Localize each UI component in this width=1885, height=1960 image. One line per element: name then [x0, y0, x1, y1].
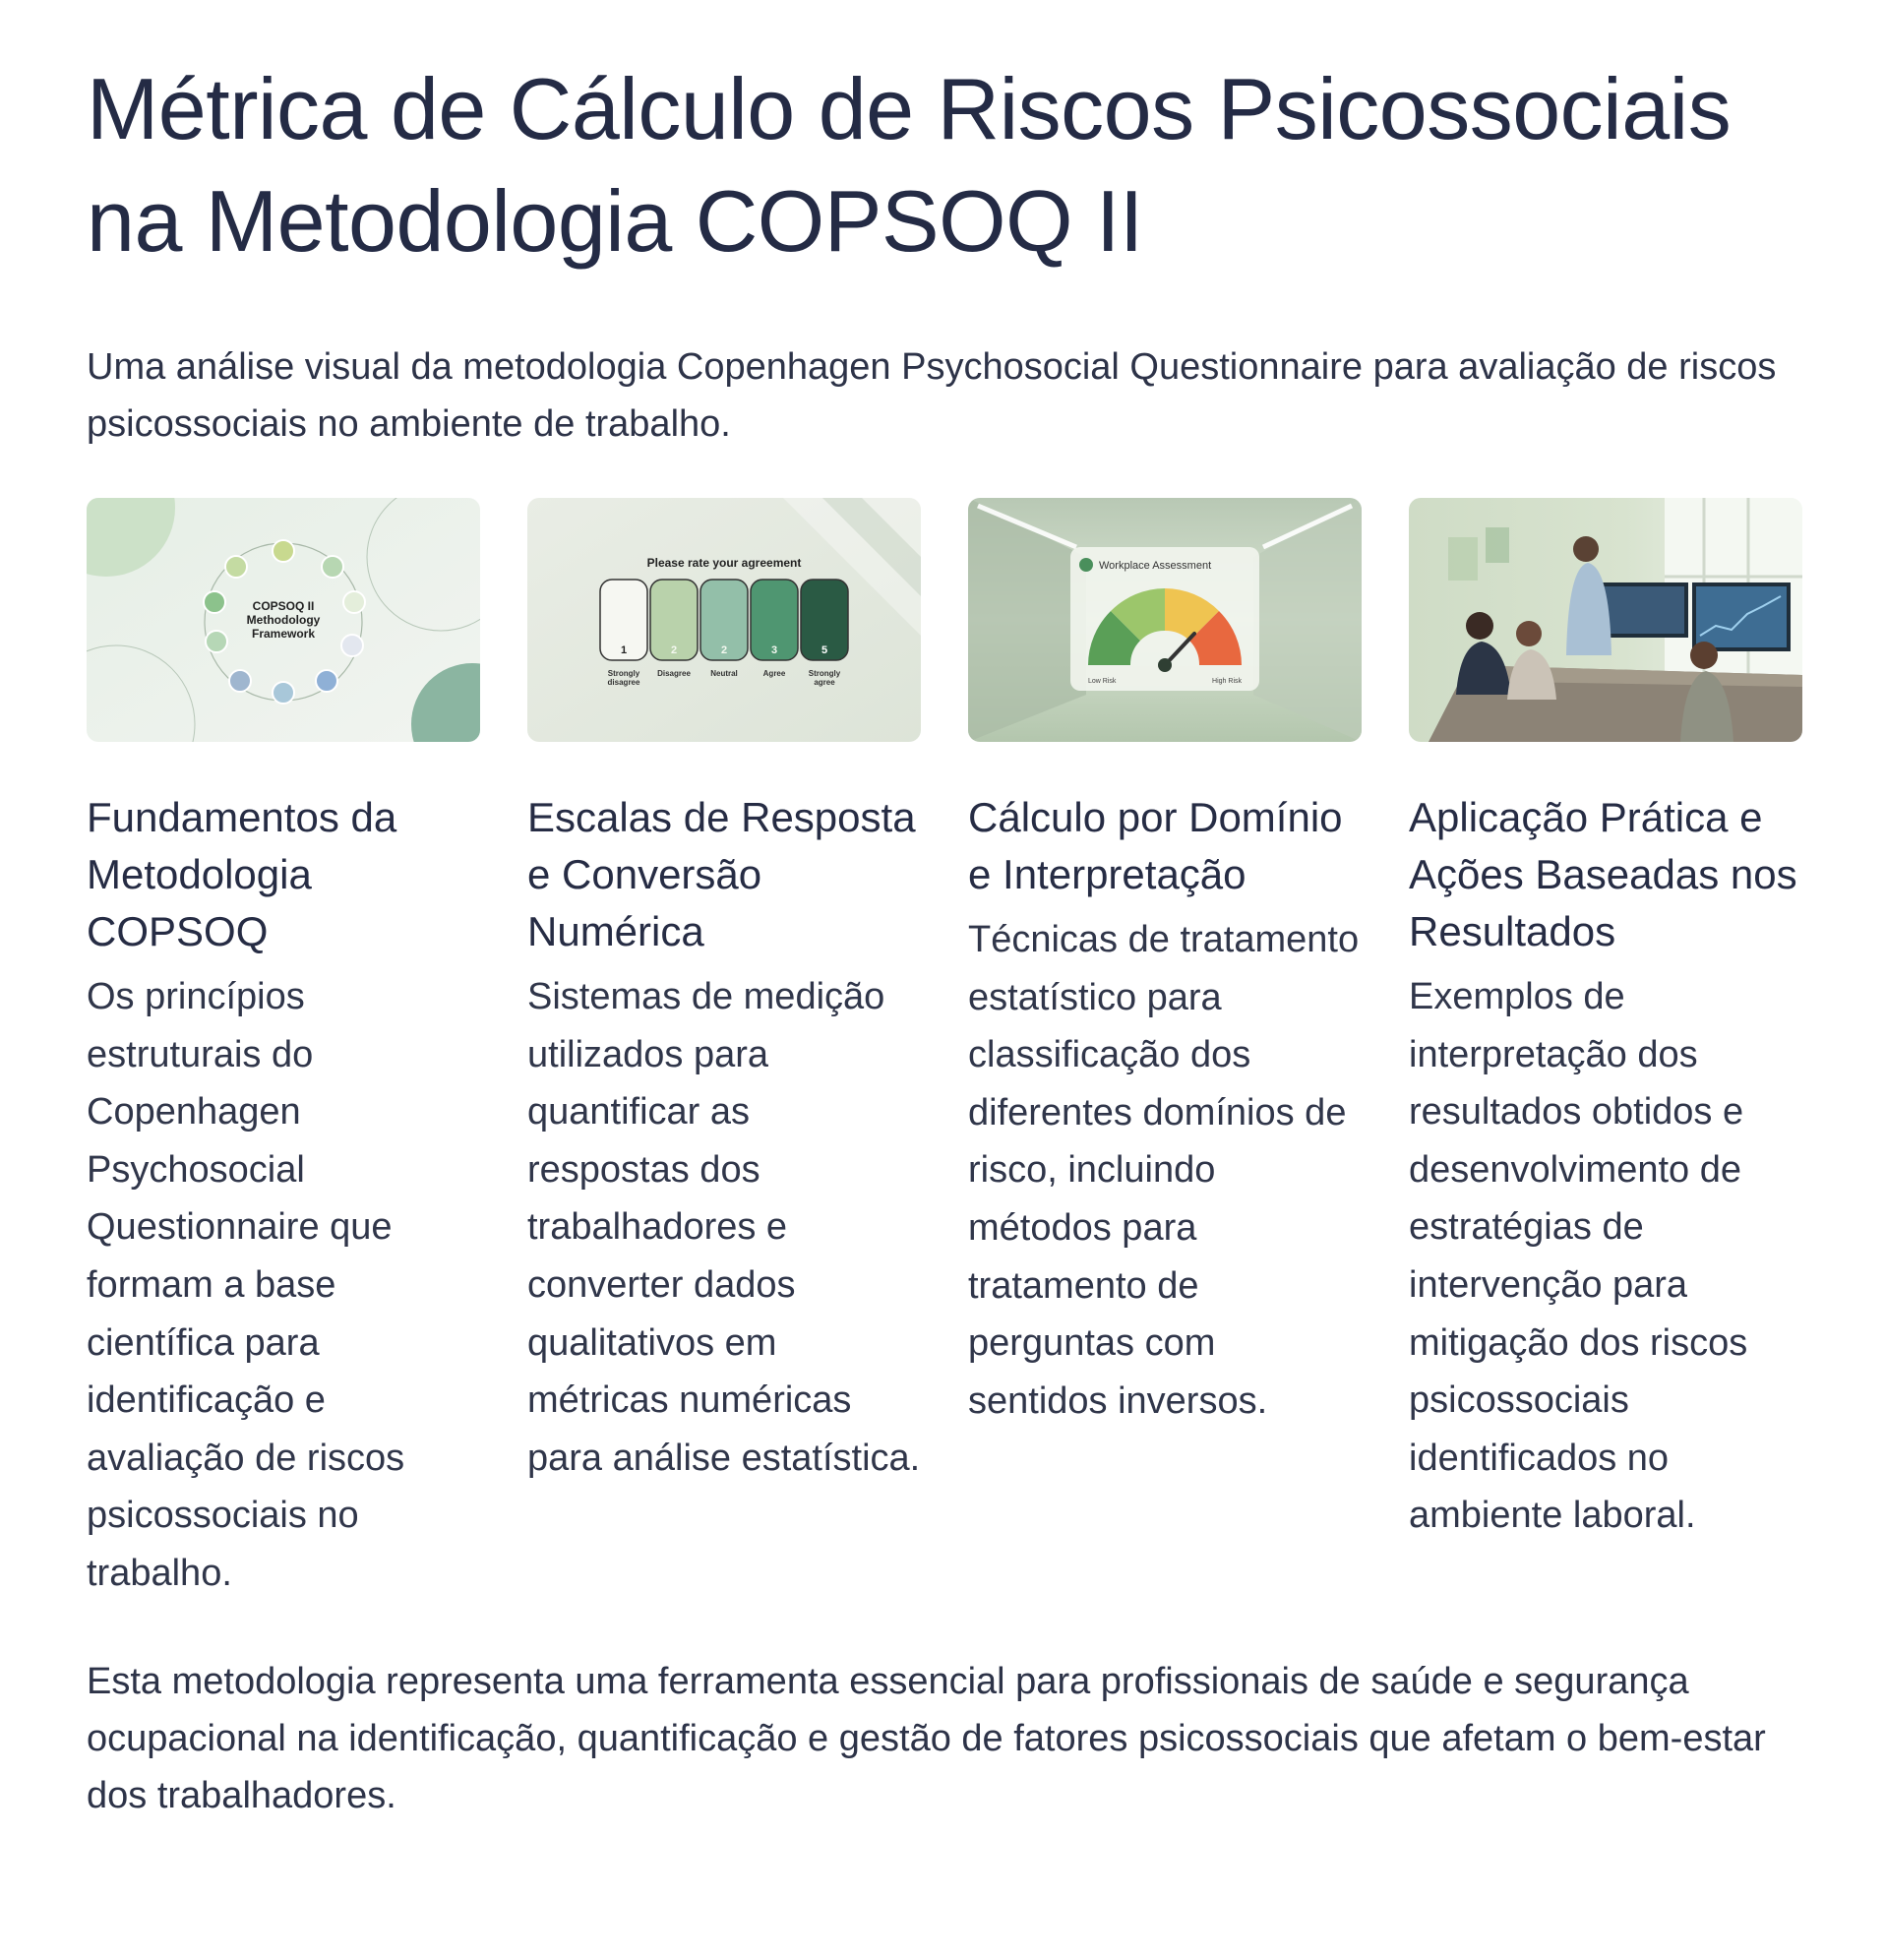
card-title: Cálculo por Domínio e Interpretação	[968, 794, 1343, 897]
scale-label-5b: agree	[814, 678, 835, 687]
framework-center-line2: Methodology	[246, 613, 321, 627]
card-calculo	[968, 498, 1362, 1430]
team-meeting-photo	[1409, 498, 1802, 742]
gauge-high-label: High Risk	[1212, 678, 1242, 685]
card-title: Aplicação Prática e Ações Baseadas nos Resultados	[1409, 794, 1797, 954]
intro-paragraph: Uma análise visual da metodologia Copenhagen Psychosocial Questionnaire para avaliação de riscos psicossociais no ambiente de trabalho.	[87, 346, 1777, 445]
framework-diagram	[87, 498, 480, 742]
scale-value-4: 3	[770, 644, 778, 656]
card-fundamentos	[87, 498, 480, 1603]
scale-label-5a: Strongly	[808, 669, 841, 678]
card-description: Os princípios estruturais do Copenhagen Psychosocial Questionnaire que formam a base científica para identificação e avaliação de riscos psicossociais no trabalho.	[87, 976, 405, 1594]
card-escalas	[527, 498, 921, 1487]
closing-paragraph: Esta metodologia representa uma ferramenta essencial para profissionais de saúde e segurança ocupacional na identificação, quantificação e gestão de fatores psicossociais que afetam o bem-estar dos trabalhadores.	[87, 1661, 1766, 1816]
scale-value-2: 2	[670, 644, 678, 656]
rating-scale-illustration	[527, 498, 921, 742]
scale-heading: Please rate your agreement	[646, 556, 802, 570]
card-description: Técnicas de tratamento estatístico para classificação dos diferentes domínios de risco, incluindo métodos para tratamento de perguntas com sentidos inversos.	[968, 919, 1360, 1422]
card-grid	[87, 498, 1800, 1620]
scale-value-5: 5	[821, 644, 828, 656]
globe-icon	[1079, 558, 1093, 572]
risk-gauge-graphic	[968, 498, 1362, 742]
scale-value-1: 1	[620, 644, 628, 656]
scale-value-3: 2	[720, 644, 728, 656]
scale-label-1b: disagree	[607, 678, 640, 687]
framework-center-line3: Framework	[251, 627, 316, 641]
card-title: Fundamentos da Metodologia COPSOQ	[87, 794, 397, 954]
meeting-scene-graphic	[1409, 498, 1802, 742]
scale-label-2: Disagree	[657, 669, 691, 678]
gauge-low-label: Low Risk	[1088, 678, 1117, 685]
scale-label-1a: Strongly	[607, 669, 640, 678]
card-description: Exemplos de interpretação dos resultados obtidos e desenvolvimento de estratégias de intervenção para mitigação dos riscos psicossociais identificados no ambiente laboral.	[1409, 976, 1748, 1537]
card-description: Sistemas de medição utilizados para quantificar as respostas dos trabalhadores e converter dados qualitativos em métricas numéricas para análise estatística.	[527, 976, 921, 1479]
card-aplicacao	[1409, 498, 1802, 1545]
workplace-assessment-illustration	[968, 498, 1362, 742]
scale-label-3: Neutral	[710, 669, 738, 678]
framework-center-line1: COPSOQ II	[252, 599, 315, 613]
scale-label-4: Agree	[762, 669, 786, 678]
assessment-heading: Workplace Assessment	[1099, 560, 1212, 572]
card-title: Escalas de Resposta e Conversão Numérica	[527, 794, 916, 954]
page-title: Métrica de Cálculo de Riscos Psicossociais na Metodologia COPSOQ II	[87, 60, 1732, 270]
copsoq-framework-illustration	[87, 498, 480, 742]
rating-scale-graphic	[527, 498, 921, 742]
